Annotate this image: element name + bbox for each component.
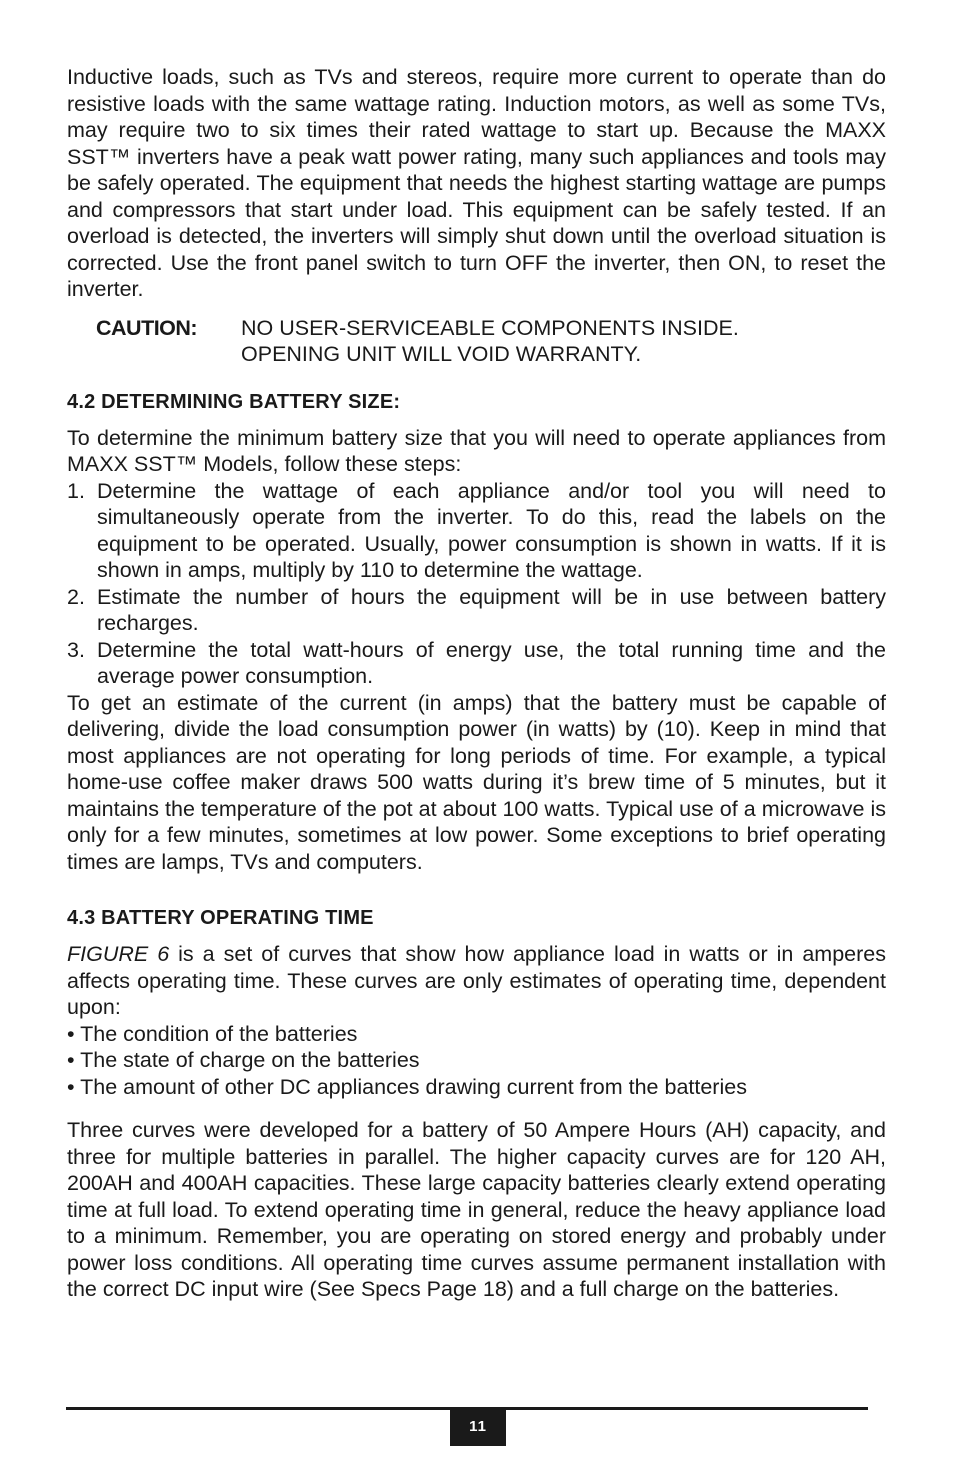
list-item [67,584,886,637]
section-4-2-heading: 4.2 DETERMINING BATTERY SIZE: [67,390,401,413]
figure-reference: FIGURE 6 [67,942,170,966]
step-text: Determine the wattage of each appliance and/or tool you will need to simultaneously operate from the inverter. To do this, read the labels on the equipment to be operated. Usually, power consumption is shown in watts. If it is shown in amps, multiply by 110 to determine the wattage. [97,478,886,582]
caution-line-2: OPENING UNIT WILL VOID WARRANTY. [241,342,642,366]
caution-notice [96,315,886,368]
step-text: Determine the total watt-hours of energy use, the total running time and the average power consumption. [97,637,886,688]
conditions-list [67,1021,886,1101]
page-content [67,64,886,1303]
caution-line-1: NO USER-SERVICEABLE COMPONENTS INSIDE. [241,315,739,340]
section-4-3-intro [67,941,886,1021]
list-item: • The state of charge on the batteries [67,1048,420,1072]
intro-paragraph: Inductive loads, such as TVs and stereos, require more current to operate than do resistive loads with the same wattage rating. Induction motors, as well as some TVs, may require two to six times their rated wattage to start up. Because the MAXX SST™ inverters have a peak watt power rating, many such appliances and tools may be safely operated. The equipment that needs the highest starting wattage are pumps and compressors that start under load. This equipment can be safely tested. If an overload is detected, the inverters will simply shut down until the overload situation is corrected. Use the front panel switch to turn OFF the inverter, then ON, to reset the inverter. [67,65,886,301]
steps-list [67,478,886,690]
list-item: • The condition of the batteries [67,1021,358,1046]
caution-text [241,315,886,368]
list-item: • The amount of other DC appliances drawing current from the batteries [67,1074,747,1099]
list-item [67,478,886,584]
step-number: 1. [67,478,85,503]
list-item [67,637,886,690]
section-4-3-closing: Three curves were developed for a battery of 50 Ampere Hours (AH) capacity, and three for multiple batteries in parallel. The higher capacity curves are for 120 AH, 200AH and 400AH capacities. These large capacity batteries clearly extend operating time at full load. To extend operating time in general, reduce the heavy appliance load to a minimum. Remember, you are operating on stored energy and probably under power loss conditions. All operating time curves assume permanent installation with the correct DC input wire (See Specs Page 18) and a full charge on the batteries. [67,1118,886,1301]
caution-label: CAUTION: [96,315,198,340]
section-4-2-intro: To determine the minimum battery size that you will need to operate appliances from MAXX SST™ Models, follow these steps: [67,425,886,476]
section-4-3-heading: 4.3 BATTERY OPERATING TIME [67,907,374,929]
step-number: 3. [67,637,85,662]
step-text: Estimate the number of hours the equipment will be in use between battery recharges. [97,584,886,635]
section-4-2-closing: To get an estimate of the current (in amps) that the battery must be capable of delivering, divide the load consumption power (in watts) by (10). Keep in mind that most appliances are not operating for long periods of time. For example, a typical home-use coffee maker draws 500 watts during it’s brew time of 5 minutes, but it maintains the temperature of the pot at about 100 watts. Typical use of a microwave is only for a few minutes, sometimes at low power. Some exceptions to brief operating times are lamps, TVs and computers. [67,690,886,874]
page-number: 11 [450,1410,506,1446]
section-4-3-intro-text: is a set of curves that show how appliance load in watts or in amperes affects operating time. These curves are only estimates of operating time, dependent upon: [67,942,886,1019]
step-number: 2. [67,584,85,609]
